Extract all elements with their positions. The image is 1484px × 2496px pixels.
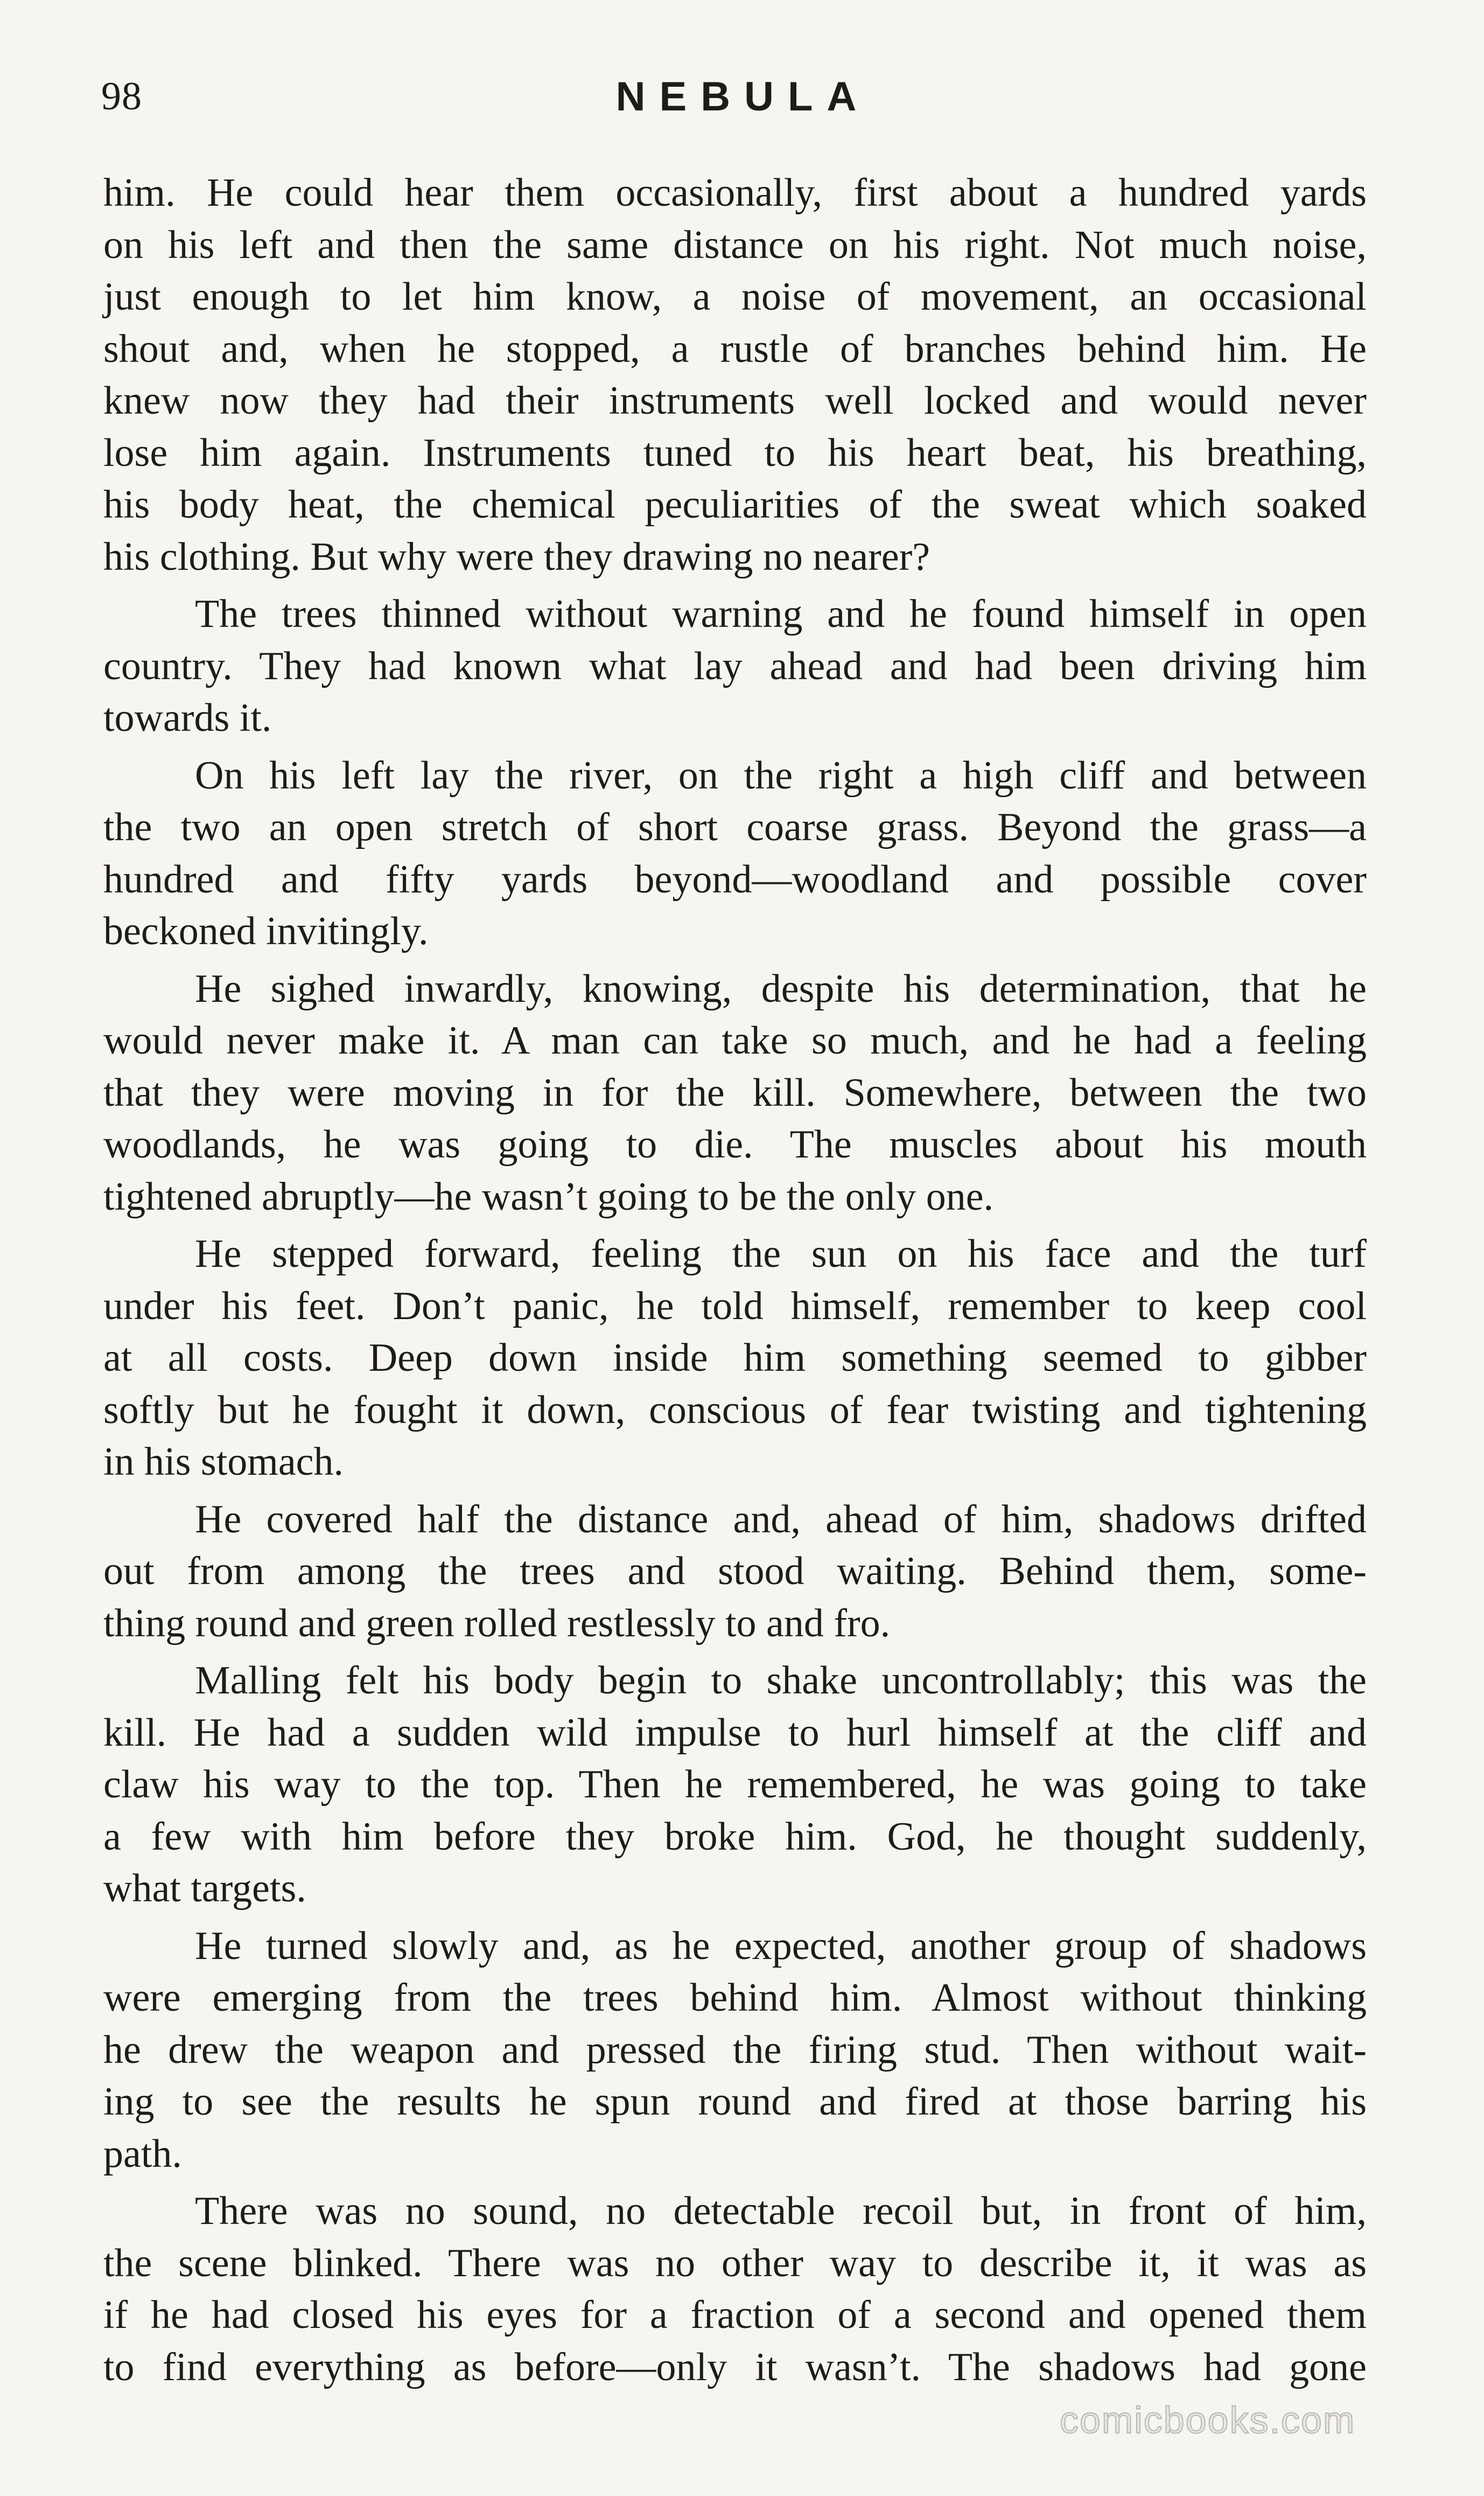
text-line: woodlands, he was going to die. The muscles about his mouth [103,1122,1367,1167]
paragraph [103,2185,1367,2393]
paragraph [103,1655,1367,1915]
paragraph [103,963,1367,1223]
text-line: beckoned invitingly. [103,909,429,953]
text-line: shout and, when he stopped, a rustle of branches behind him. He [103,326,1367,371]
text-line: the scene blinked. There was no other way to describe it, it was as [103,2241,1367,2285]
text-line: that they were moving in for the kill. Somewhere, between the two [103,1070,1367,1115]
text-line: kill. He had a sudden wild impulse to hurl himself at the cliff and [103,1710,1367,1755]
running-title: NEBULA [615,74,871,120]
text-line: He sighed inwardly, knowing, despite his determination, that he [195,966,1367,1011]
text-line: country. They had known what lay ahead and had been driving him [103,644,1367,688]
paragraph [103,1920,1367,2180]
text-line: just enough to let him know, a noise of movement, an occasional [103,275,1367,319]
text-line: There was no sound, no detectable recoil but, in front of him, [195,2189,1367,2233]
text-line: were emerging from the trees behind him. Almost without thinking [103,1976,1367,2020]
paragraph [103,167,1367,583]
text-line: thing round and green rolled restlessly to and fro. [103,1601,891,1646]
text-line: Malling felt his body begin to shake uncontrollably; this was the [195,1658,1367,1703]
text-line: towards it. [103,696,272,740]
text-line: tightened abruptly—he wasn’t going to be the only one. [103,1174,994,1219]
text-line: softly but he fought it down, conscious of fear twisting and tightening [103,1388,1367,1432]
body-text [103,167,1367,2399]
text-line: his clothing. But why were they drawing no nearer? [103,534,930,579]
text-line: hundred and fifty yards beyond—woodland and possible cover [103,857,1367,902]
text-line: what targets. [103,1866,306,1911]
watermark: comicbooks.com [1060,2399,1356,2441]
page-number: 98 [101,74,142,118]
text-line: at all costs. Deep down inside him something seemed to gibber [103,1336,1367,1380]
paragraph [103,588,1367,744]
text-line: his body heat, the chemical peculiarities of the sweat which soaked [103,483,1367,527]
text-line: He stepped forward, feeling the sun on his face and the turf [195,1232,1367,1276]
text-line: he drew the weapon and pressed the firing stud. Then without wait- [103,2027,1367,2072]
text-line: a few with him before they broke him. God, he thought suddenly, [103,1814,1367,1859]
text-line: would never make it. A man can take so much, and he had a feeling [103,1019,1367,1063]
text-line: lose him again. Instruments tuned to his heart beat, his breathing, [103,430,1367,475]
paragraph [103,750,1367,958]
text-line: knew now they had their instruments well locked and would never [103,379,1367,423]
text-line: under his feet. Don’t panic, he told himself, remember to keep cool [103,1284,1367,1328]
text-line: to find everything as before—only it wasn’t. The shadows had gone [103,2345,1367,2389]
text-line: him. He could hear them occasionally, first about a hundred yards [103,171,1367,215]
text-line: if he had closed his eyes for a fraction of a second and opened them [103,2293,1367,2337]
text-line: The trees thinned without warning and he found himself in open [195,592,1367,636]
paragraph [103,1228,1367,1488]
text-line: He turned slowly and, as he expected, another group of shadows [195,1923,1367,1968]
text-line: on his left and then the same distance on his right. Not much noise, [103,222,1367,267]
text-line: in his stomach. [103,1440,344,1484]
text-line: ing to see the results he spun round and fired at those barring his [103,2080,1367,2124]
paragraph [103,1494,1367,1650]
text-line: On his left lay the river, on the right a high cliff and between [195,753,1367,798]
text-line: path. [103,2131,182,2176]
text-line: the two an open stretch of short coarse grass. Beyond the grass—a [103,805,1367,849]
text-line: out from among the trees and stood waiting. Behind them, some- [103,1549,1367,1593]
text-line: He covered half the distance and, ahead of him, shadows drifted [195,1497,1367,1542]
text-line: claw his way to the top. Then he remembered, he was going to take [103,1762,1367,1807]
